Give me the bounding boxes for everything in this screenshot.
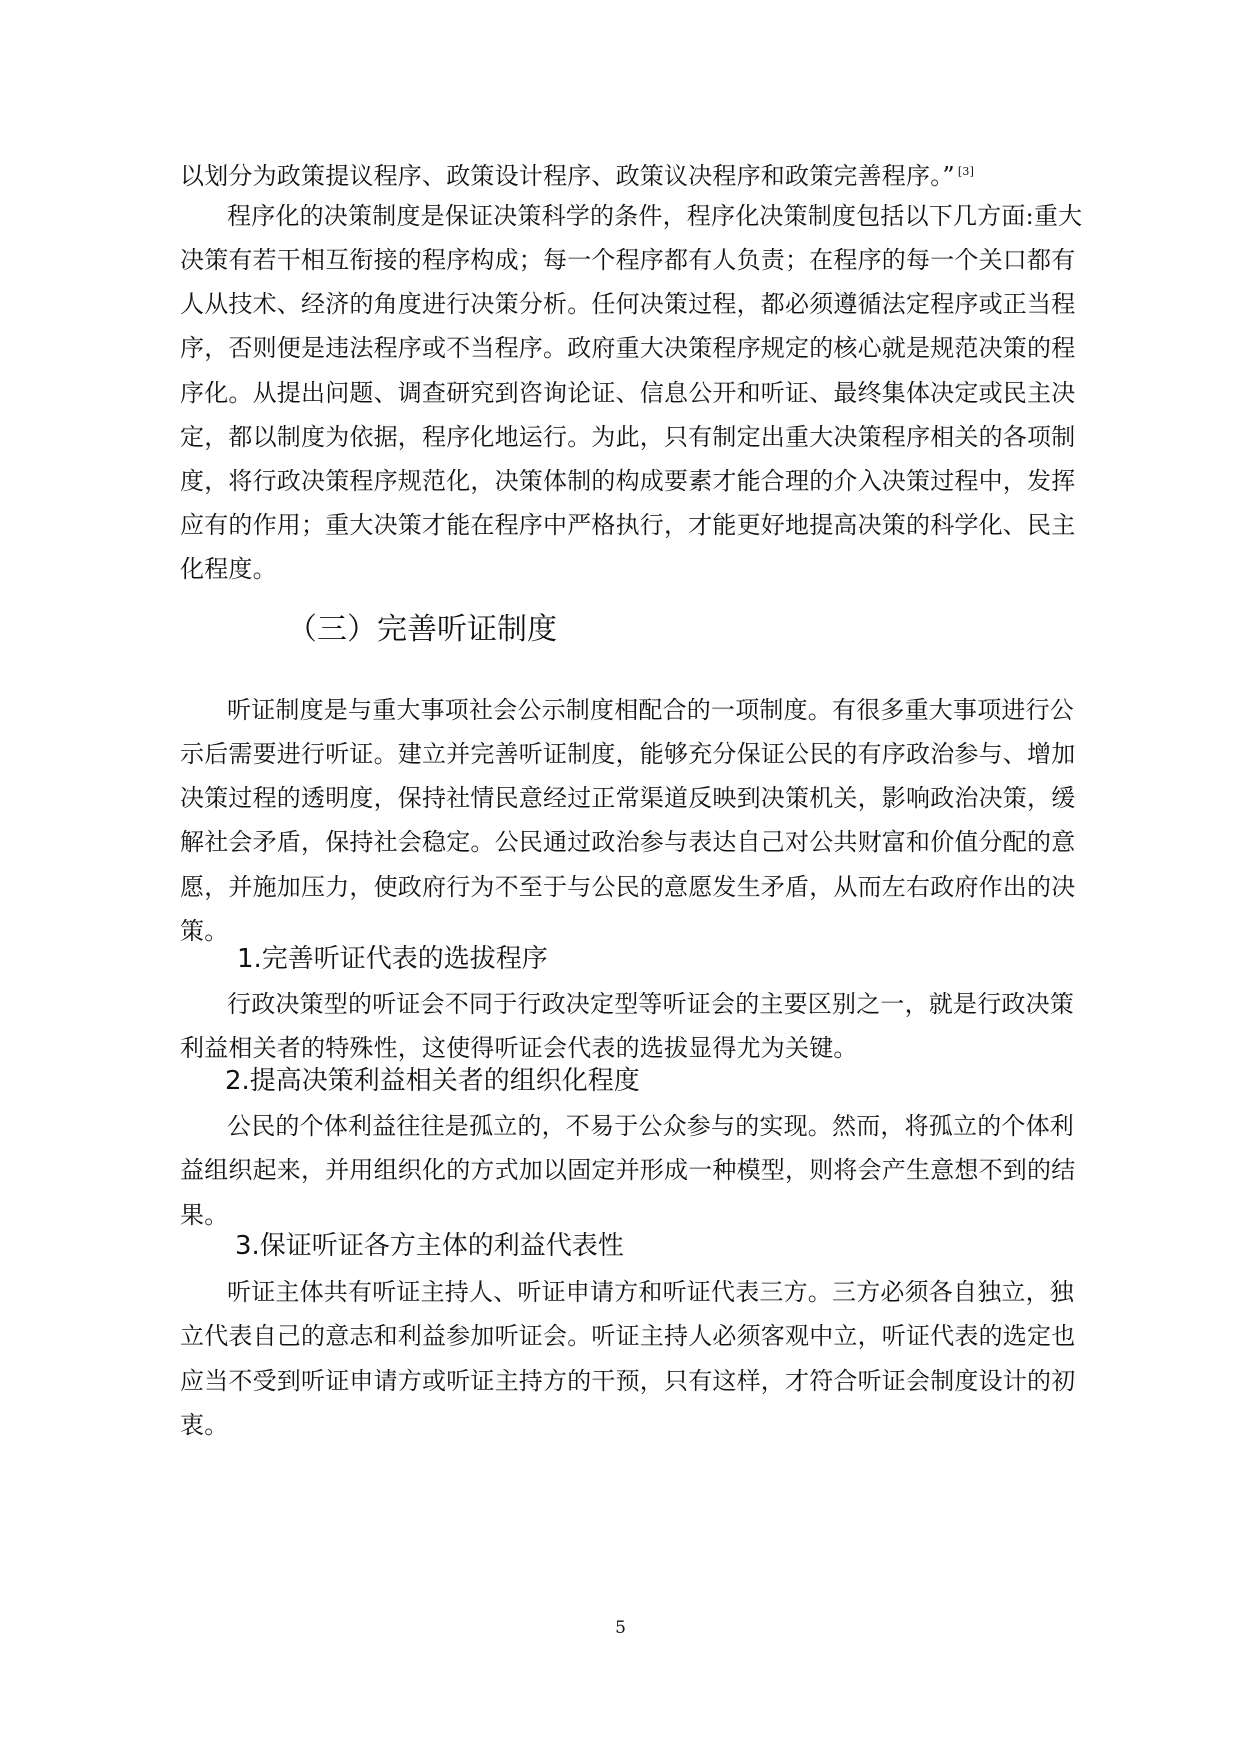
subsection3-line: 衷。 bbox=[180, 1411, 229, 1439]
subsection-title-3: 3.保证听证各方主体的利益代表性 bbox=[235, 1231, 624, 1261]
paragraph2-line: 愿，并施加压力，使政府行为不至于与公民的意愿发生矛盾，从而左右政府作出的决 bbox=[180, 873, 1076, 901]
paragraph1-line: 序，否则便是违法程序或不当程序。政府重大决策程序规定的核心就是规范决策的程 bbox=[180, 334, 1076, 362]
subsection2-line: 公民的个体利益往往是孤立的，不易于公众参与的实现。然而，将孤立的个体利 bbox=[227, 1112, 1074, 1140]
paragraph1-line: 人从技术、经济的角度进行决策分析。任何决策过程，都必须遵循法定程序或正当程 bbox=[180, 290, 1076, 318]
paragraph2-line: 解社会矛盾，保持社会稳定。公民通过政治参与表达自己对公共财富和价值分配的意 bbox=[180, 828, 1076, 856]
subsection-title-1: 1.完善听证代表的选拔程序 bbox=[237, 944, 548, 974]
subsection3-line: 立代表自己的意志和利益参加听证会。听证主持人必须客观中立，听证代表的选定也 bbox=[180, 1322, 1076, 1350]
paragraph2-line: 听证制度是与重大事项社会公示制度相配合的一项制度。有很多重大事项进行公 bbox=[227, 696, 1074, 724]
subsection1-line: 行政决策型的听证会不同于行政决定型等听证会的主要区别之一，就是行政决策 bbox=[227, 990, 1074, 1018]
paragraph1-line: 序化。从提出问题、调查研究到咨询论证、信息公开和听证、最终集体决定或民主决 bbox=[180, 379, 1076, 407]
subsection-title-2: 2.提高决策利益相关者的组织化程度 bbox=[225, 1066, 640, 1096]
paragraph2-line: 决策过程的透明度，保持社情民意经过正常渠道反映到决策机关，影响政治决策，缓 bbox=[180, 784, 1076, 812]
subsection2-line: 益组织起来，并用组织化的方式加以固定并形成一种模型，则将会产生意想不到的结 bbox=[180, 1156, 1076, 1184]
subsection3-line: 听证主体共有听证主持人、听证申请方和听证代表三方。三方必须各自独立，独 bbox=[227, 1278, 1074, 1306]
page-number: 5 bbox=[615, 1618, 626, 1638]
subsection1-line: 利益相关者的特殊性，这使得听证会代表的选拔显得尤为关键。 bbox=[180, 1034, 858, 1062]
paragraph1-line: 定，都以制度为依据，程序化地运行。为此，只有制定出重大决策程序相关的各项制 bbox=[180, 423, 1076, 451]
paragraph2-line: 示后需要进行听证。建立并完善听证制度，能够充分保证公民的有序政治参与、增加 bbox=[180, 740, 1076, 768]
paragraph1-line: 应有的作用；重大决策才能在程序中严格执行，才能更好地提高决策的科学化、民主 bbox=[180, 511, 1076, 539]
paragraph1-line: 化程度。 bbox=[180, 555, 277, 583]
subsection2-line: 果。 bbox=[180, 1201, 229, 1229]
paragraph1-line: 决策有若干相互衔接的程序构成；每一个程序都有人负责；在程序的每一个关口都有 bbox=[180, 246, 1076, 274]
paragraph1-line: 度，将行政决策程序规范化，决策体制的构成要素才能合理的介入决策过程中，发挥 bbox=[180, 467, 1076, 495]
intro-text: 以划分为政策提议程序、政策设计程序、政策议决程序和政策完善程序。” bbox=[180, 162, 955, 190]
citation-ref: [3] bbox=[957, 165, 975, 178]
subsection3-line: 应当不受到听证申请方或听证主持方的干预，只有这样，才符合听证会制度设计的初 bbox=[180, 1367, 1076, 1395]
paragraph1-line: 程序化的决策制度是保证决策科学的条件，程序化决策制度包括以下几方面:重大 bbox=[227, 202, 1083, 230]
intro-line bbox=[180, 157, 974, 191]
paragraph2-line: 策。 bbox=[180, 917, 229, 945]
section-heading: （三）完善听证制度 bbox=[287, 612, 557, 647]
